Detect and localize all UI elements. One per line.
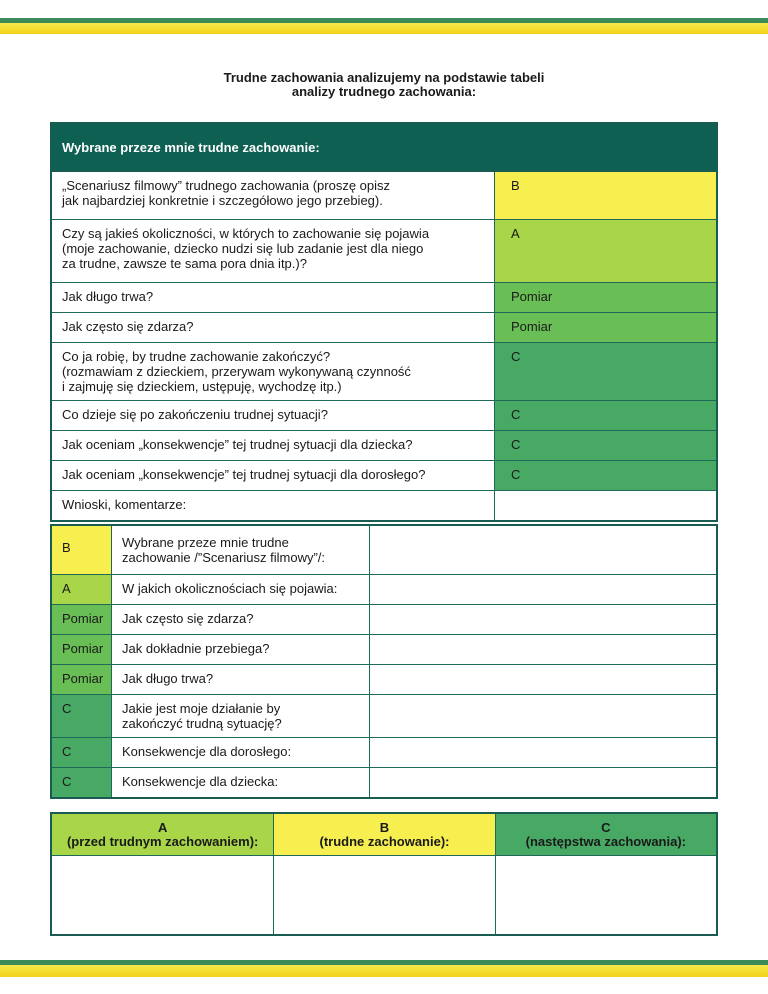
- table-row: [52, 575, 716, 605]
- label-line: zachowanie /”Scenariusz filmowy”/:: [122, 550, 326, 565]
- abc-answer-field[interactable]: [52, 856, 273, 934]
- row-label: [112, 768, 370, 797]
- row-label: [112, 695, 370, 737]
- table-row: [52, 401, 716, 431]
- label-line: Jak często się zdarza?: [122, 611, 254, 626]
- column-caption: (trudne zachowanie):: [319, 833, 450, 849]
- question-line: za trudne, zawsze te sama pora dnia itp.)?: [62, 256, 307, 271]
- row-label: [112, 575, 370, 604]
- question-line: jak najbardziej konkretnie i szczegółowo jego przebieg).: [62, 193, 383, 208]
- table-row: [52, 491, 716, 520]
- row-question: [52, 172, 495, 219]
- abc-table: [50, 812, 718, 936]
- row-question: [52, 220, 495, 282]
- abc-column-a: [52, 814, 273, 934]
- label-line: Jak dokładnie przebiega?: [122, 641, 270, 656]
- question-line: Jak długo trwa?: [62, 289, 154, 304]
- question-line: Jak oceniam „konsekwencje” tej trudnej sytuacji dla dziecka?: [62, 437, 413, 452]
- column-letter: B: [379, 819, 390, 835]
- row-code-cell[interactable]: C: [495, 401, 716, 430]
- answer-field[interactable]: [370, 575, 716, 604]
- table-row: [52, 635, 716, 665]
- table-row: [52, 461, 716, 491]
- question-line: (rozmawiam z dzieckiem, przerywam wykonywaną czynność: [62, 364, 411, 379]
- row-question: [52, 491, 495, 520]
- question-line: Jak oceniam „konsekwencje” tej trudnej sytuacji dla dorosłego?: [62, 467, 426, 482]
- row-code-cell[interactable]: C: [495, 343, 716, 400]
- table-row: [52, 220, 716, 283]
- answer-field[interactable]: [370, 695, 716, 737]
- label-line: Wybrane przeze mnie trudne: [122, 535, 289, 550]
- comments-cell[interactable]: [495, 491, 716, 520]
- abc-column-c: [495, 814, 716, 934]
- table-row: [52, 431, 716, 461]
- abc-column-header: [52, 814, 273, 856]
- answer-field[interactable]: [370, 738, 716, 767]
- abc-answer-field[interactable]: [496, 856, 716, 934]
- row-code: Pomiar: [52, 605, 112, 634]
- label-line: Jak długo trwa?: [122, 671, 214, 686]
- table-row: [52, 738, 716, 768]
- row-code: C: [52, 695, 112, 737]
- question-line: Co dzieje się po zakończeniu trudnej sytuacji?: [62, 407, 328, 422]
- table-row: [52, 526, 716, 575]
- row-code: A: [52, 575, 112, 604]
- row-code: Pomiar: [52, 635, 112, 664]
- table-row: [52, 313, 716, 343]
- row-question: [52, 401, 495, 430]
- answer-field[interactable]: [370, 605, 716, 634]
- row-code-cell[interactable]: Pomiar: [495, 313, 716, 342]
- row-code-cell[interactable]: C: [495, 431, 716, 460]
- row-label: [112, 635, 370, 664]
- column-caption: (przed trudnym zachowaniem):: [66, 833, 259, 849]
- row-code: C: [52, 768, 112, 797]
- row-question: [52, 313, 495, 342]
- question-line: „Scenariusz filmowy” trudnego zachowania (proszę opisz: [62, 178, 391, 193]
- row-question: [52, 431, 495, 460]
- answer-field[interactable]: [370, 768, 716, 797]
- row-code-cell[interactable]: Pomiar: [495, 283, 716, 312]
- page-title-line-1: Trudne zachowania analizujemy na podstawie tabeli: [223, 70, 545, 85]
- table-row: [52, 768, 716, 797]
- row-question: [52, 283, 495, 312]
- question-line: Czy są jakieś okoliczności, w których to zachowanie się pojawia: [62, 226, 430, 241]
- abc-answer-field[interactable]: [274, 856, 494, 934]
- row-label: [112, 738, 370, 767]
- row-question: [52, 461, 495, 490]
- row-code-cell[interactable]: C: [495, 461, 716, 490]
- summary-table: [50, 524, 718, 799]
- abc-column-header: [274, 814, 494, 856]
- abc-column-header: [496, 814, 716, 856]
- top-margin: [0, 0, 768, 18]
- table-row: [52, 695, 716, 738]
- answer-field[interactable]: [370, 526, 716, 574]
- label-line: Konsekwencje dla dziecka:: [122, 774, 279, 789]
- row-code: C: [52, 738, 112, 767]
- table-row: [52, 605, 716, 635]
- label-line: Konsekwencje dla dorosłego:: [122, 744, 292, 759]
- answer-field[interactable]: [370, 665, 716, 694]
- row-code: Pomiar: [52, 665, 112, 694]
- question-line: Wnioski, komentarze:: [62, 497, 187, 512]
- table-row: [52, 283, 716, 313]
- row-question: [52, 343, 495, 400]
- question-line: Co ja robię, by trudne zachowanie zakończyć?: [62, 349, 331, 364]
- column-letter: A: [157, 819, 168, 835]
- question-line: (moje zachowanie, dziecko nudzi się lub zadanie jest dla niego: [62, 241, 424, 256]
- label-line: Jakie jest moje działanie by: [122, 701, 281, 716]
- label-line: zakończyć trudną sytuację?: [122, 716, 282, 731]
- row-code: B: [52, 526, 112, 574]
- row-code-cell[interactable]: A: [495, 220, 716, 282]
- bottom-yellow-stripe: [0, 965, 768, 977]
- answer-field[interactable]: [370, 635, 716, 664]
- analysis-table: [50, 122, 718, 522]
- analysis-table-header: Wybrane przeze mnie trudne zachowanie:: [52, 124, 716, 172]
- column-letter: C: [601, 819, 611, 835]
- top-yellow-stripe: [0, 23, 768, 34]
- row-code-cell[interactable]: B: [495, 172, 716, 219]
- row-label: [112, 605, 370, 634]
- table-row: [52, 665, 716, 695]
- row-label: [112, 526, 370, 574]
- question-line: Jak często się zdarza?: [62, 319, 194, 334]
- column-caption: (następstwa zachowania):: [525, 833, 686, 849]
- abc-column-b: [273, 814, 494, 934]
- page-title: [0, 71, 768, 99]
- label-line: W jakich okolicznościach się pojawia:: [122, 581, 338, 596]
- page-title-line-2: analizy trudnego zachowania:: [291, 84, 477, 99]
- table-row: [52, 172, 716, 220]
- row-label: [112, 665, 370, 694]
- table-row: [52, 343, 716, 401]
- question-line: i zajmuję się dzieckiem, ustępuję, wychodzę itp.): [62, 379, 342, 394]
